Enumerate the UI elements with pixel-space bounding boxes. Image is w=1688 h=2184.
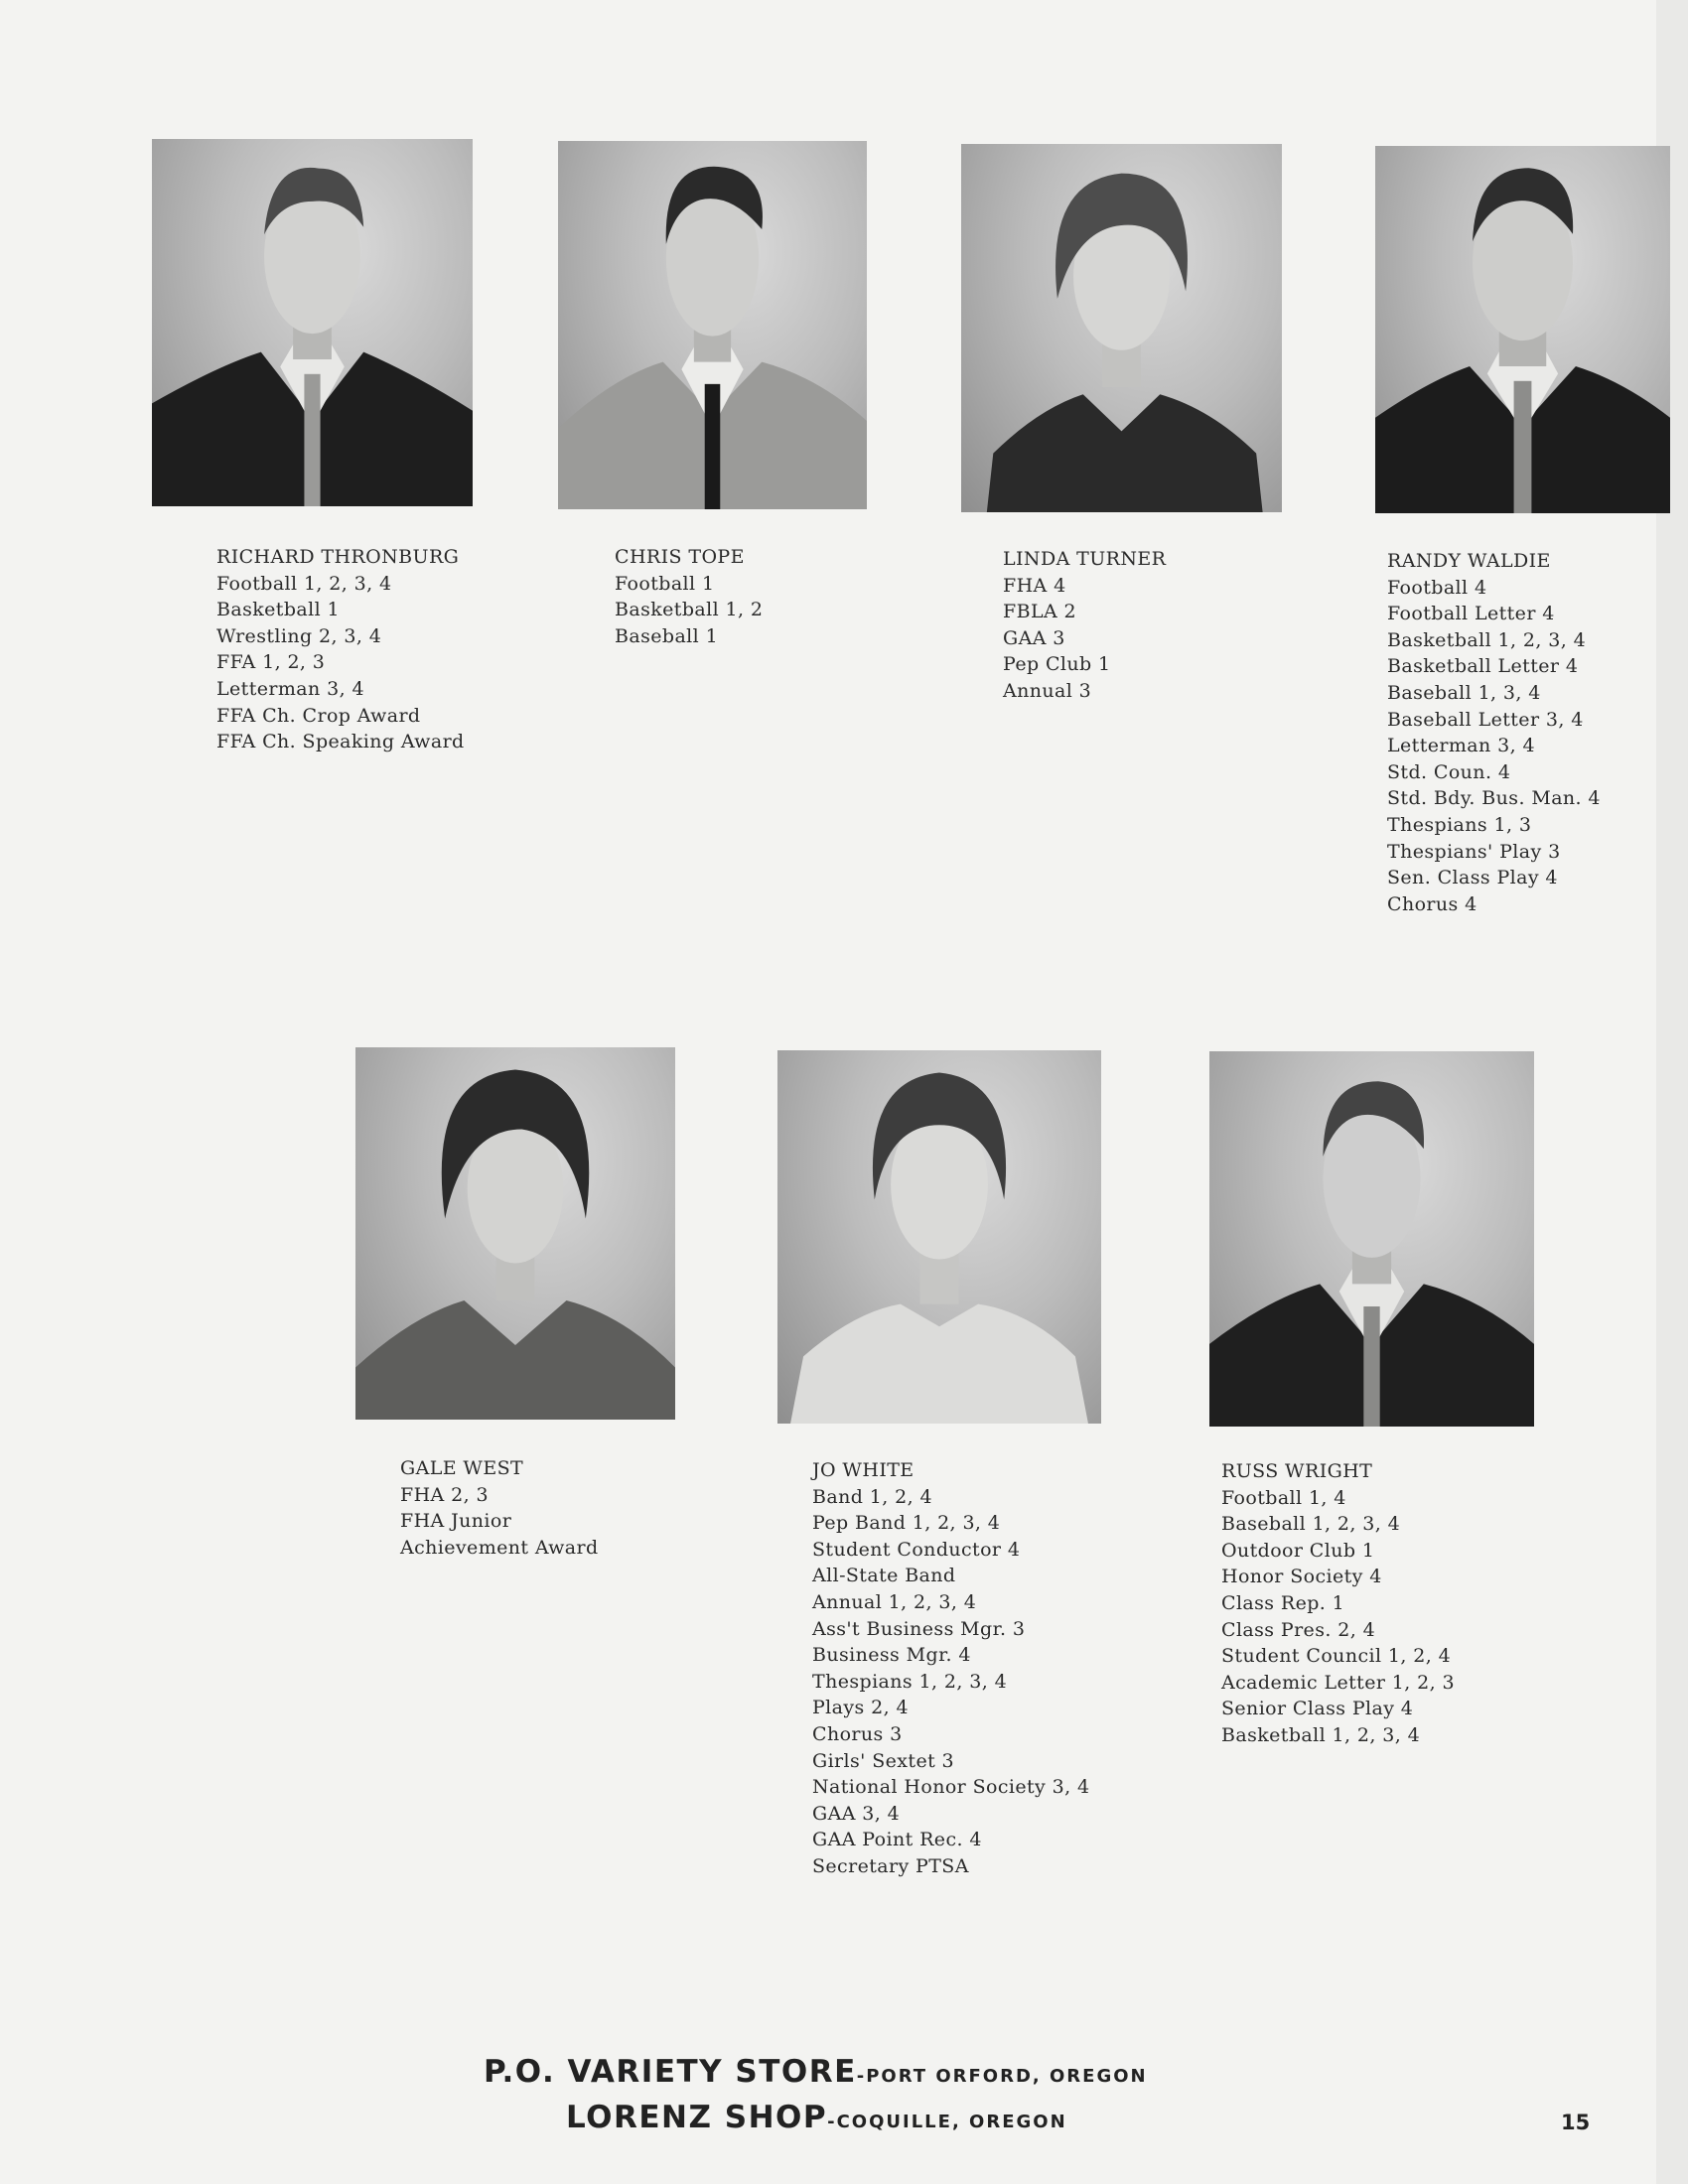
activity-item: Thespians 1, 2, 3, 4 (812, 1670, 1008, 1693)
activity-item: Std. Coun. 4 (1387, 760, 1511, 783)
activity-item: Football 1 (615, 572, 715, 595)
activity-item: Class Rep. 1 (1221, 1591, 1345, 1614)
portrait-photo-tope (558, 141, 867, 509)
student-entry-thronburg (216, 544, 465, 755)
portrait-photo-turner (961, 144, 1282, 512)
sponsor-location: -COQUILLE, OREGON (827, 2112, 1067, 2132)
activity-item: Student Conductor 4 (812, 1538, 1021, 1561)
activity-item: GAA 3 (1003, 626, 1065, 649)
activity-item: Basketball Letter 4 (1387, 655, 1579, 678)
activity-list (812, 1484, 1089, 1880)
activity-item: National Honor Society 3, 4 (812, 1776, 1090, 1799)
activity-item: Basketball 1, 2, 3, 4 (1387, 628, 1587, 651)
page-number: 15 (1561, 2111, 1591, 2134)
activity-item: GAA Point Rec. 4 (812, 1829, 982, 1851)
sponsor-line-lorenz-shop (566, 2100, 1067, 2135)
activity-item: Plays 2, 4 (812, 1697, 909, 1719)
activity-item: Band 1, 2, 4 (812, 1485, 932, 1508)
activity-list (216, 571, 465, 755)
sponsor-line-variety-store (484, 2054, 1148, 2090)
student-entry-west (400, 1455, 599, 1561)
portrait-photo-white (777, 1050, 1101, 1424)
student-name: RANDY WALDIE (1387, 550, 1551, 572)
student-name: RICHARD THRONBURG (216, 546, 460, 568)
activity-item: Student Council 1, 2, 4 (1221, 1645, 1452, 1668)
sponsor-name: LORENZ SHOP (566, 2100, 828, 2135)
activity-item: Letterman 3, 4 (1387, 735, 1535, 757)
portrait-photo-west (355, 1047, 675, 1420)
activity-item: All-State Band (812, 1565, 956, 1587)
activity-item: FHA 4 (1003, 574, 1066, 597)
activity-item: Basketball 1 (216, 599, 341, 621)
activity-item: Outdoor Club 1 (1221, 1539, 1375, 1562)
activity-item: Std. Bdy. Bus. Man. 4 (1387, 787, 1601, 810)
student-entry-tope (615, 544, 763, 649)
activity-item: FFA Ch. Speaking Award (216, 731, 465, 753)
student-entry-white (812, 1457, 1089, 1880)
activity-item: Chorus 4 (1387, 892, 1477, 915)
portrait-photo-thronburg (152, 139, 473, 506)
activity-item: Achievement Award (400, 1536, 599, 1559)
activity-item: Baseball Letter 3, 4 (1387, 708, 1584, 731)
sponsor-location: -PORT ORFORD, OREGON (856, 2066, 1148, 2087)
student-name: RUSS WRIGHT (1221, 1460, 1373, 1482)
activity-item: Baseball 1, 2, 3, 4 (1221, 1513, 1401, 1536)
student-name: GALE WEST (400, 1457, 524, 1479)
activity-item: FFA 1, 2, 3 (216, 651, 326, 674)
activity-item: Chorus 3 (812, 1722, 903, 1745)
activity-item: GAA 3, 4 (812, 1802, 901, 1825)
activity-item: Football 1, 2, 3, 4 (216, 572, 392, 595)
activity-item: Thespians 1, 3 (1387, 813, 1532, 836)
student-entry-waldie (1387, 548, 1601, 917)
student-name: LINDA TURNER (1003, 548, 1167, 570)
student-name: CHRIS TOPE (615, 546, 745, 568)
sponsor-name: P.O. VARIETY STORE (484, 2054, 857, 2090)
activity-item: Wrestling 2, 3, 4 (216, 624, 382, 647)
activity-item: Annual 1, 2, 3, 4 (812, 1590, 977, 1613)
activity-item: Secretary PTSA (812, 1854, 969, 1877)
activity-item: Basketball 1, 2 (615, 599, 764, 621)
activity-item: FFA Ch. Crop Award (216, 704, 421, 727)
activity-item: Football 1, 4 (1221, 1486, 1346, 1509)
activity-item: Letterman 3, 4 (216, 677, 364, 700)
activity-item: Sen. Class Play 4 (1387, 867, 1558, 889)
activity-list (400, 1482, 599, 1562)
activity-item: FHA 2, 3 (400, 1483, 489, 1506)
activity-item: FHA Junior (400, 1510, 512, 1533)
activity-list (1003, 573, 1166, 705)
activity-list (1387, 575, 1601, 918)
activity-item: Football 4 (1387, 576, 1487, 599)
activity-item: Annual 3 (1003, 679, 1092, 702)
activity-item: Baseball 1 (615, 624, 719, 647)
student-entry-turner (1003, 546, 1166, 705)
activity-item: Pep Band 1, 2, 3, 4 (812, 1512, 1001, 1535)
activity-item: Senior Class Play 4 (1221, 1698, 1414, 1720)
portrait-photo-wright (1209, 1051, 1534, 1427)
student-entry-wright (1221, 1458, 1455, 1749)
activity-item: Girls' Sextet 3 (812, 1749, 955, 1772)
activity-list (615, 571, 763, 650)
activity-item: Honor Society 4 (1221, 1566, 1382, 1588)
activity-item: Basketball 1, 2, 3, 4 (1221, 1723, 1421, 1746)
activity-list (1221, 1485, 1455, 1749)
activity-item: Business Mgr. 4 (812, 1644, 971, 1667)
activity-item: Ass't Business Mgr. 3 (812, 1617, 1026, 1640)
activity-item: Pep Club 1 (1003, 653, 1111, 676)
activity-item: Class Pres. 2, 4 (1221, 1618, 1376, 1641)
activity-item: Baseball 1, 3, 4 (1387, 681, 1541, 704)
portrait-photo-waldie (1375, 146, 1670, 513)
activity-item: Thespians' Play 3 (1387, 840, 1561, 863)
activity-item: Football Letter 4 (1387, 603, 1555, 625)
activity-item: Academic Letter 1, 2, 3 (1221, 1671, 1455, 1694)
student-name: JO WHITE (812, 1459, 914, 1481)
activity-item: FBLA 2 (1003, 601, 1077, 623)
